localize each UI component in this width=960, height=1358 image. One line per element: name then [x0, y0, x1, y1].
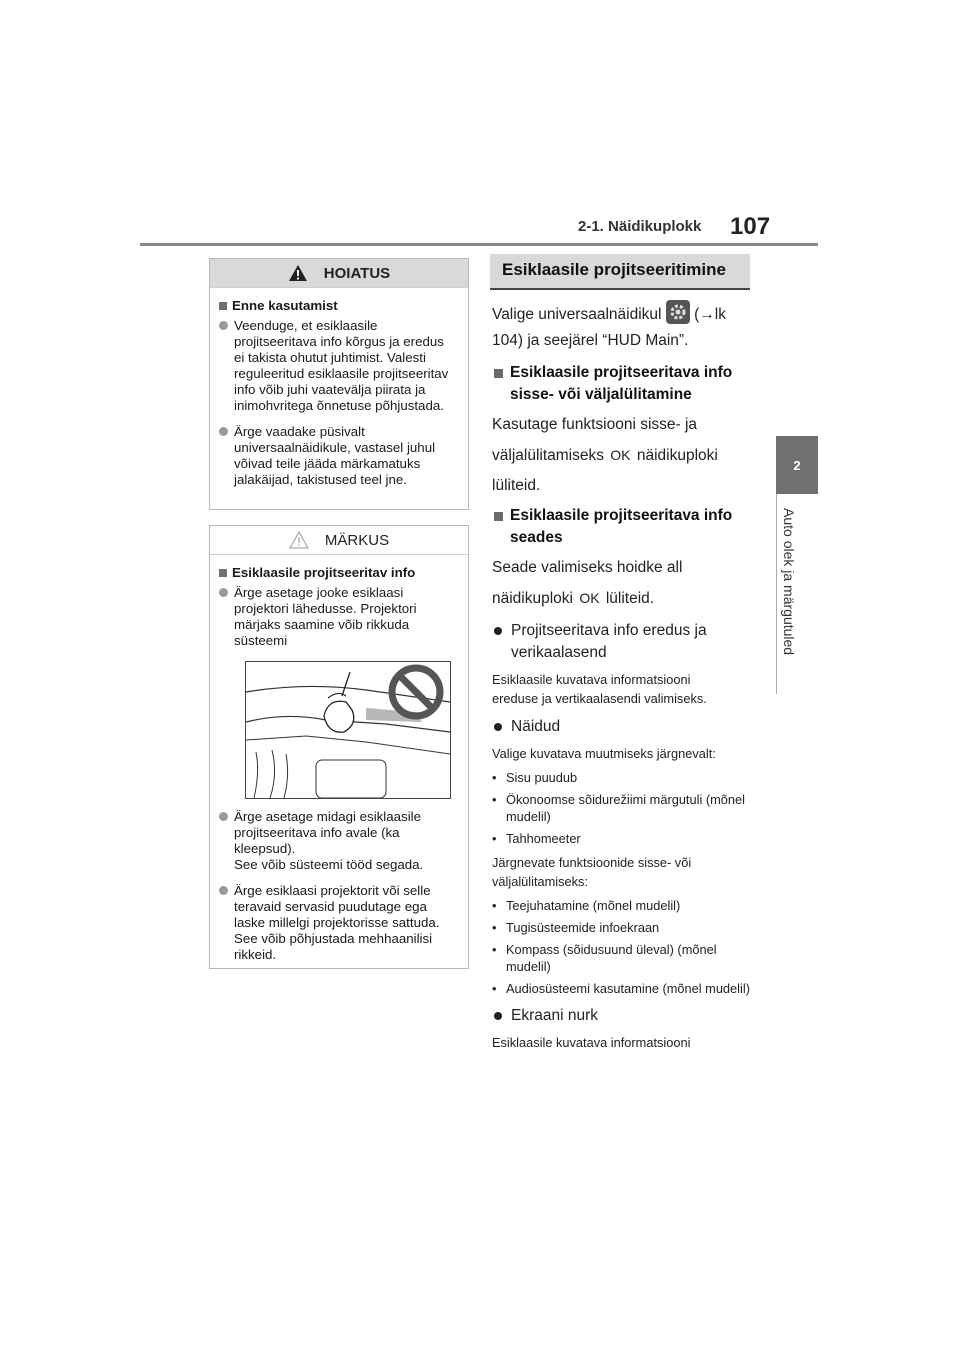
note-subheading: Esiklaasile projitseeritav info: [217, 565, 456, 581]
bullet-description: ereduse ja vertikaalasendi valimiseks.: [492, 691, 707, 706]
paragraph: Seade valimiseks hoidke all: [492, 559, 683, 576]
chapter-label: Auto olek ja märgutuled: [781, 508, 797, 656]
warning-subheading: Enne kasutamist: [217, 298, 456, 314]
warning-header: [210, 259, 468, 288]
note-item: Ärge esiklaasi projektorit või selle teravaid servasid puudutage ega laske millelgi projektorisse sattuda. See võib põhjustada mehhaanilisi rikkeid.: [217, 883, 456, 963]
paragraph: väljalülitamiseks OK näidikuploki: [492, 447, 718, 464]
chapter-tab: [776, 436, 818, 494]
note-item: Ärge asetage jooke esiklaasi projektori lähedusse. Projektori märjaks saamine võib rikkuda süsteemi: [217, 585, 456, 649]
bullet-description: Valige kuvatava muutmiseks järgnevalt:: [492, 746, 716, 761]
note-box: [209, 525, 469, 969]
paragraph: näidikuploki OK lüliteid.: [492, 590, 655, 607]
projector-illustration: [245, 661, 451, 799]
chapter-number: 2: [793, 458, 801, 473]
bullet-description: Esiklaasile kuvatava informatsiooni: [492, 1035, 691, 1050]
warning-box: [209, 258, 469, 510]
list-item: • Teejuhatamine (mõnel mudelil): [492, 898, 681, 913]
list-item: • Ökonoomse sõidurežiimi märgutuli (mõnel mudelil): [492, 792, 745, 824]
note-title: MÄRKUS: [324, 531, 390, 549]
toggle-text: väljalülitamiseks:: [492, 874, 589, 889]
list-item: • Kompass (sõidusuund üleval) (mõnel mudelil): [492, 942, 717, 974]
list-item: • Audiosüsteemi kasutamine (mõnel mudelil): [492, 981, 750, 996]
section-heading: Esiklaasile projitseeritimine: [490, 254, 750, 288]
bullet-screen-angle: Ekraani nurk: [492, 1005, 762, 1027]
list-item: • Tahhomeeter: [492, 831, 581, 846]
intro-line: 104) ja seejärel “HUD Main”.: [492, 332, 689, 349]
main-content: [492, 300, 762, 1052]
warning-title: HOIATUS: [323, 264, 391, 282]
ok-button-label: OK: [579, 590, 600, 606]
subheading-settings: Esiklaasile projitseeritava info seades: [492, 505, 762, 549]
page-number: 107: [730, 213, 771, 240]
ok-button-label: OK: [610, 447, 631, 463]
note-item: Ärge asetage midagi esiklaasile projitseeritava info avale (ka kleepsud). See võib süsteemi tööd segada.: [217, 809, 456, 873]
caution-triangle-icon: [289, 531, 309, 549]
warning-triangle-icon: [288, 264, 308, 282]
dashboard-drawing: [246, 662, 450, 798]
bullet-brightness: Projitseeritava info eredus ja verikaalasend: [492, 620, 762, 664]
settings-gear-icon: [666, 300, 690, 324]
intro-line: Valige universaalnäidikul (→lk: [492, 300, 762, 328]
side-divider: [776, 494, 777, 694]
list-item: • Tugisüsteemide infoekraan: [492, 920, 660, 935]
warning-item: Ärge vaadake püsivalt universaalnäidikule, vastasel juhul võivad teile jääda märkamatuks jalakäijad, takistused teel jne.: [217, 424, 456, 488]
bullet-displays: Näidud: [492, 716, 762, 738]
warning-item: Veenduge, et esiklaasile projitseeritava info kõrgus ja eredus ei takista ohutut juhtimist. Valesti reguleeritud esiklaasile projitseeritav info võib juhi vaatevälja piirata ja inimohvritega õnnetuse põhjustada.: [217, 318, 456, 414]
bullet-description: Esiklaasile kuvatava informatsiooni: [492, 672, 691, 687]
toggle-text: Järgnevate funktsioonide sisse- või: [492, 855, 692, 870]
section-title: 2-1. Näidikuplokk: [578, 218, 702, 235]
header-rule: [140, 243, 818, 246]
paragraph: lüliteid.: [492, 477, 541, 494]
note-header: [210, 526, 468, 555]
paragraph: Kasutage funktsiooni sisse- ja: [492, 416, 698, 433]
subheading-toggle: Esiklaasile projitseeritava info sisse- või väljalülitamine: [492, 362, 762, 406]
list-item: • Sisu puudub: [492, 770, 578, 785]
